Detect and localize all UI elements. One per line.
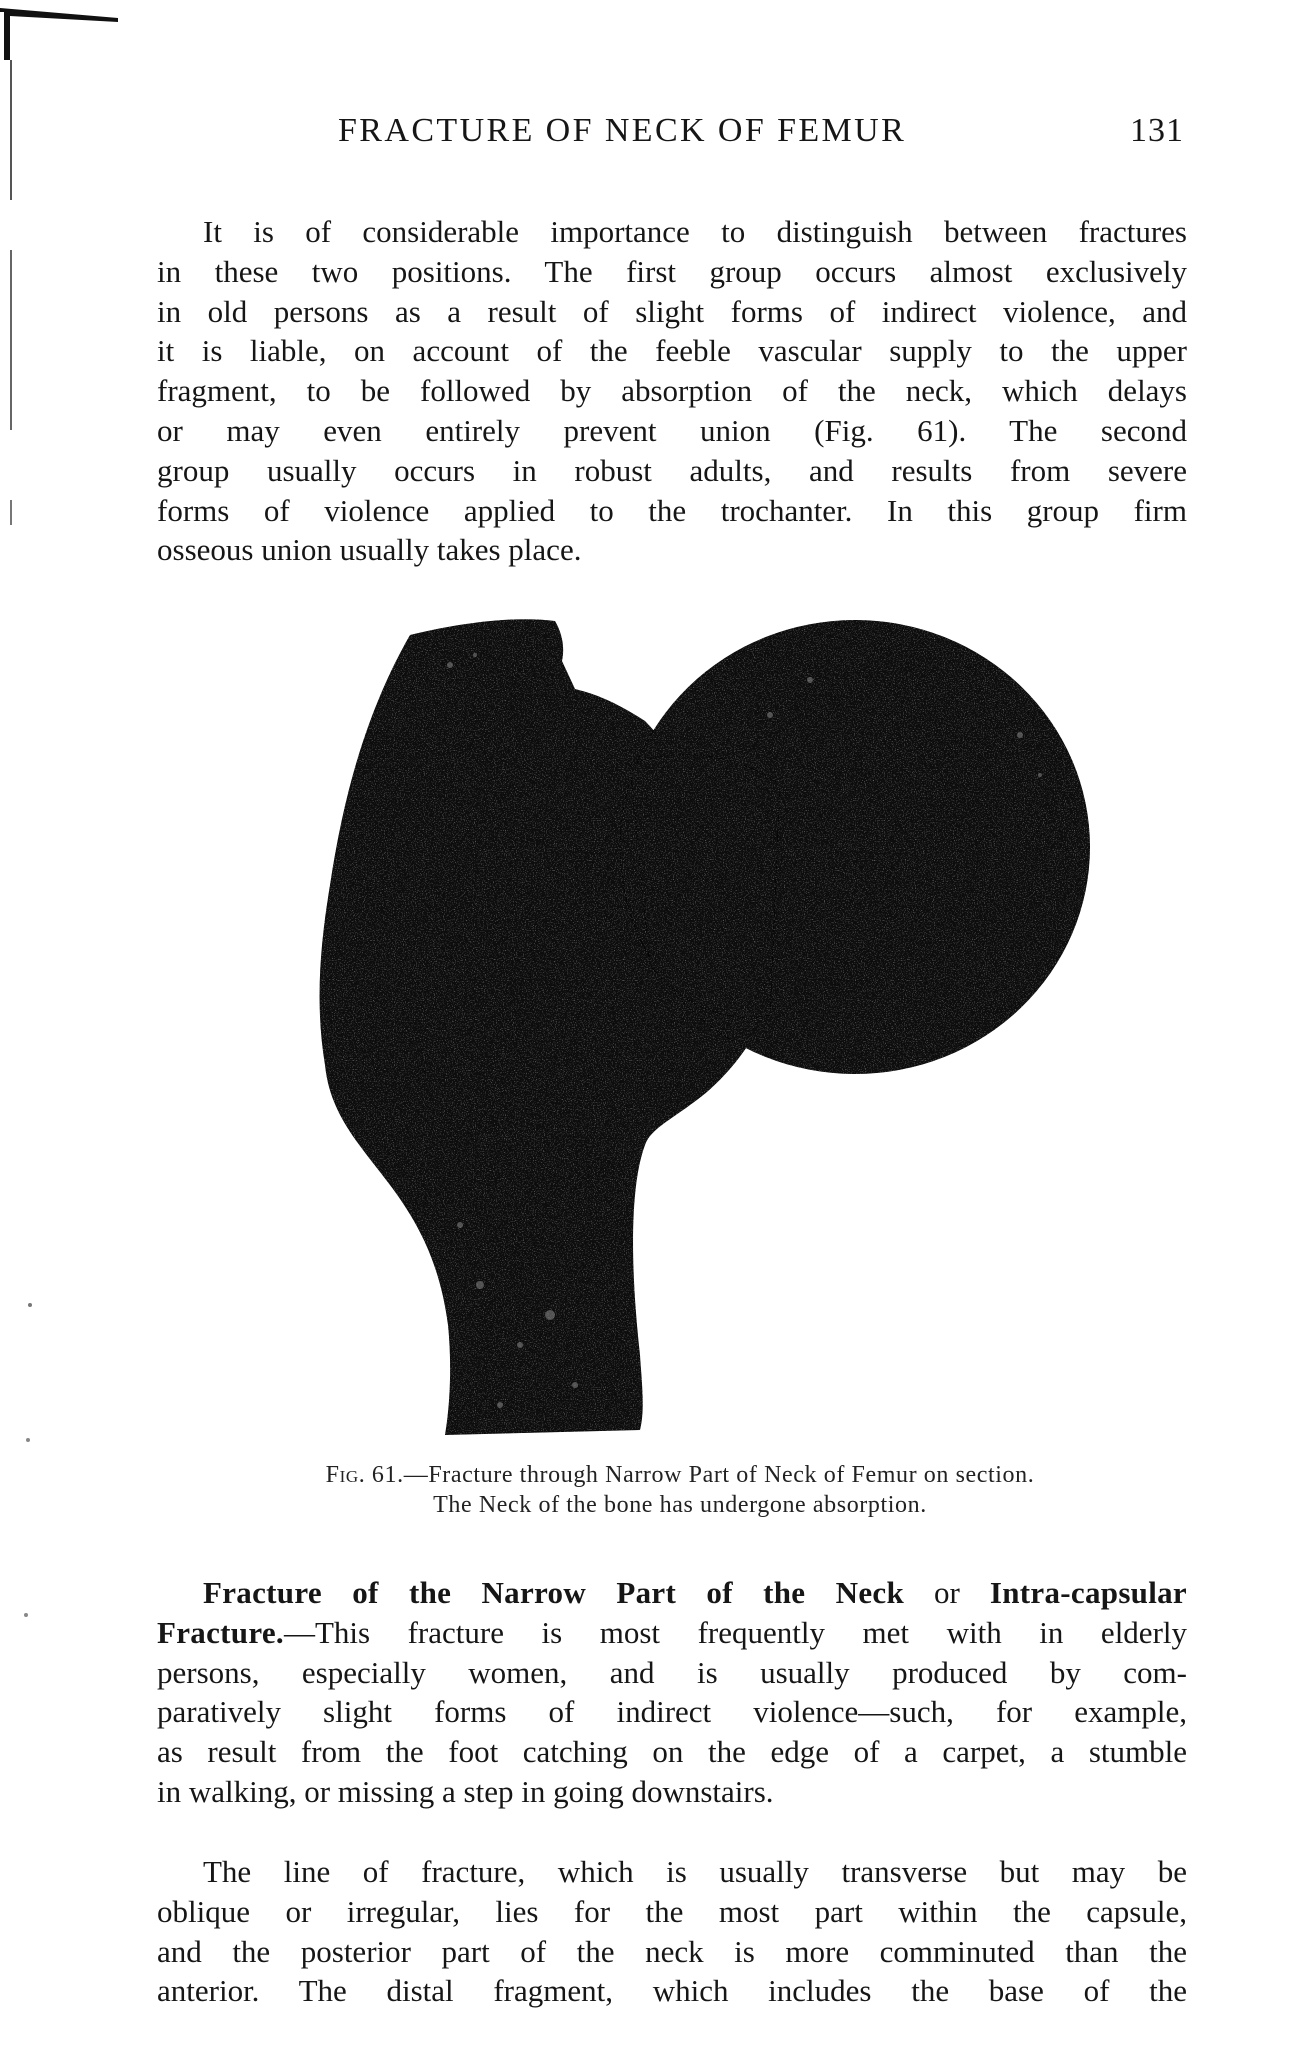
text-line: in walking, or missing a step in going downstairs. bbox=[157, 1773, 774, 1809]
text-line: as result from the foot catching on the edge of a carpet, a stumble bbox=[157, 1734, 1187, 1770]
section-heading-end: Fracture. bbox=[157, 1614, 284, 1650]
paragraph-3 bbox=[157, 1852, 1187, 2011]
figure-caption-line-1: —Fracture through Narrow Part of Neck of Femur on section. bbox=[403, 1462, 1035, 1488]
page-number: 131 bbox=[1130, 112, 1184, 149]
section-heading-line bbox=[157, 1573, 1187, 1613]
text-line: forms of violence applied to the trochanter. In this group firm bbox=[157, 492, 1187, 528]
text-line: group usually occurs in robust adults, and results from severe bbox=[157, 452, 1187, 488]
scan-edge-specks bbox=[0, 0, 40, 2059]
text-line: It is of considerable importance to distinguish between fractures bbox=[203, 214, 1187, 249]
figure-caption bbox=[200, 1460, 1160, 1490]
text-line-rest: —This fracture is most frequently met with in elderly bbox=[283, 1614, 1187, 1650]
section-heading: Fracture of the Narrow Part of the Neck bbox=[203, 1575, 905, 1610]
paragraph-1 bbox=[157, 212, 1187, 570]
figure-caption-line-2: The Neck of the bone has undergone absorption. bbox=[433, 1492, 927, 1518]
text-line: The line of fracture, which is usually transverse but may be bbox=[203, 1854, 1187, 1889]
figure-caption-continued bbox=[200, 1490, 1160, 1520]
text-line: osseous union usually takes place. bbox=[157, 532, 582, 568]
text-line: oblique or irregular, lies for the most part within the capsule, bbox=[157, 1893, 1187, 1929]
femur-section-figure bbox=[300, 585, 1090, 1440]
figure-label: Fig. 61. bbox=[325, 1462, 404, 1488]
text-line: fragment, to be followed by absorption of the neck, which delays bbox=[157, 373, 1187, 409]
text-line: or may even entirely prevent union (Fig. 61). The second bbox=[157, 412, 1187, 448]
text-line bbox=[157, 1613, 1187, 1653]
text-line: in old persons as a result of slight forms of indirect violence, and bbox=[157, 293, 1187, 329]
text-line: in these two positions. The first group occurs almost exclusively bbox=[157, 253, 1187, 289]
section-heading-continued: Intra-capsular bbox=[989, 1575, 1187, 1610]
text-line: paratively slight forms of indirect violence—such, for example, bbox=[157, 1694, 1187, 1730]
paragraph-2 bbox=[157, 1573, 1187, 1812]
heading-connector: or bbox=[904, 1575, 990, 1610]
text-line: persons, especially women, and is usually produced by com- bbox=[157, 1654, 1187, 1690]
running-head bbox=[338, 112, 1184, 162]
running-head-title: FRACTURE OF NECK OF FEMUR bbox=[338, 112, 907, 149]
text-line: anterior. The distal fragment, which includes the base of the bbox=[157, 1973, 1187, 2009]
text-line: and the posterior part of the neck is more comminuted than the bbox=[157, 1933, 1187, 1969]
text-line: it is liable, on account of the feeble vascular supply to the upper bbox=[157, 333, 1187, 369]
